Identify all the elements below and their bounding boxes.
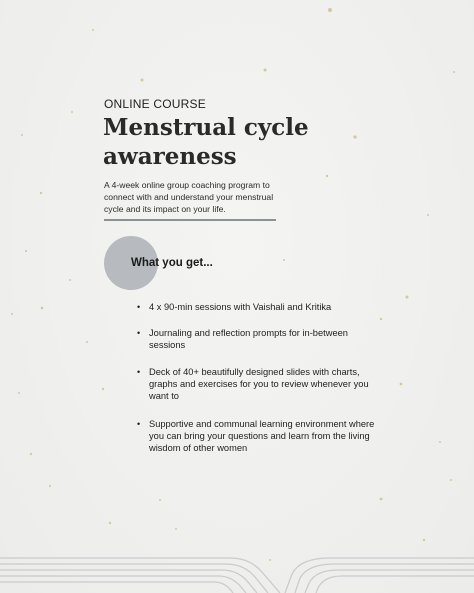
list-item-text: Supportive and communal learning environment where you can bring your questions and learn from the living wisdom of other women xyxy=(149,419,375,453)
divider-rule xyxy=(104,219,276,221)
list-item xyxy=(137,301,331,313)
course-description: A 4-week online group coaching program to connect with and understand your menstrual cycle and its impact on your life. xyxy=(104,180,274,214)
decorative-arc-lines xyxy=(0,540,474,593)
list-item-text: 4 x 90-min sessions with Vaishali and Kritika xyxy=(149,302,332,312)
bullet-icon: • xyxy=(137,302,141,312)
list-item-text: Journaling and reflection prompts for in-between sessions xyxy=(149,328,348,350)
course-eyebrow: ONLINE COURSE xyxy=(104,97,206,111)
list-item-text: Deck of 40+ beautifully designed slides with charts, graphs and exercises for you to review whenever you want to xyxy=(149,367,369,401)
bullet-icon: • xyxy=(137,419,141,429)
bullet-icon: • xyxy=(137,328,141,338)
section-heading: What you get... xyxy=(131,257,213,269)
list-item xyxy=(137,366,377,402)
course-title: Menstrual cycle awareness xyxy=(103,114,309,170)
list-item xyxy=(137,418,377,454)
list-item xyxy=(137,327,377,351)
bullet-icon: • xyxy=(137,367,141,377)
